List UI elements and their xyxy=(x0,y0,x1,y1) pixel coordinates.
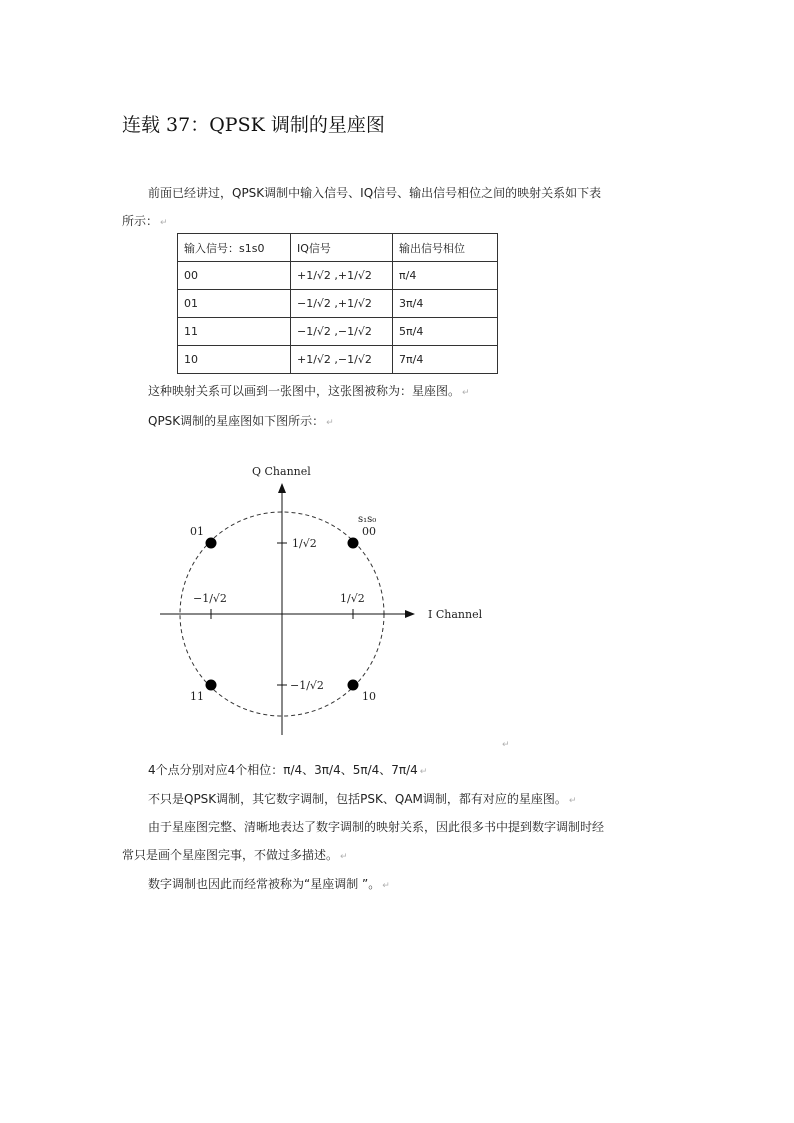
closing-line-3a: 由于星座图完整、清晰地表达了数字调制的映射关系，因此很多书中提到数字调制时经 xyxy=(148,820,605,834)
page-title: 连载 37：QPSK 调制的星座图 xyxy=(122,114,385,136)
paragraph-mark: ↵ xyxy=(160,218,168,228)
intro-line-2: 所示： ↵ xyxy=(122,214,168,228)
tick-label-neg-q: −1/√2 xyxy=(290,679,324,692)
point-label: 01 xyxy=(190,525,204,538)
table-cell-input: 00 xyxy=(178,262,291,290)
paragraph-mark: ↵ xyxy=(326,418,334,428)
constellation-point xyxy=(206,538,217,549)
table-cell-iq: −1/√2 ,−1/√2 xyxy=(291,318,393,346)
bits-label: s₁s₀ xyxy=(358,514,377,525)
closing-line-2: 不只是QPSK调制，其它数字调制，包括PSK、QAM调制，都有对应的星座图。 ↵ xyxy=(148,792,577,806)
paragraph-mark: ↵ xyxy=(382,881,390,891)
table-cell-iq: −1/√2 ,+1/√2 xyxy=(291,290,393,318)
constellation-point xyxy=(348,680,359,691)
q-axis-label: Q Channel xyxy=(252,465,311,478)
table-cell-input: 10 xyxy=(178,346,291,374)
table-header: IQ信号 xyxy=(291,234,393,262)
closing-line-4: 数字调制也因此而经常被称为“星座调制 ”。 ↵ xyxy=(148,877,390,891)
table-cell-input: 01 xyxy=(178,290,291,318)
point-label: 10 xyxy=(362,690,376,703)
table-cell-phase: 5π/4 xyxy=(393,318,498,346)
tick-label-neg-i: −1/√2 xyxy=(193,592,227,605)
point-label: 00 xyxy=(362,525,376,538)
table-cell-phase: 7π/4 xyxy=(393,346,498,374)
table-cell-phase: π/4 xyxy=(393,262,498,290)
i-axis-label: I Channel xyxy=(428,608,483,621)
constellation-point xyxy=(348,538,359,549)
table-cell-iq: +1/√2 ,+1/√2 xyxy=(291,262,393,290)
paragraph-mark: ↵ xyxy=(568,796,577,806)
table-header: 输出信号相位 xyxy=(393,234,498,262)
after-table-line-2: QPSK调制的星座图如下图所示： ↵ xyxy=(148,414,334,428)
tick-label-pos-i: 1/√2 xyxy=(340,592,365,605)
closing-line-1: 4个点分别对应4个相位：π/4、3π/4、5π/4、7π/4 ↵ xyxy=(148,763,428,777)
closing-line-3b: 常只是画个星座图完事，不做过多描述。 ↵ xyxy=(122,848,348,862)
table-header: 输入信号：s1s0 xyxy=(178,234,291,262)
paragraph-mark: ↵ xyxy=(502,740,510,750)
paragraph-mark: ↵ xyxy=(462,388,470,398)
tick-label-pos-q: 1/√2 xyxy=(292,537,317,550)
table-cell-iq: +1/√2 ,−1/√2 xyxy=(291,346,393,374)
paragraph-mark: ↵ xyxy=(419,767,428,777)
constellation-point xyxy=(206,680,217,691)
table-cell-phase: 3π/4 xyxy=(393,290,498,318)
point-label: 11 xyxy=(190,690,204,703)
table-cell-input: 11 xyxy=(178,318,291,346)
after-table-line-1: 这种映射关系可以画到一张图中，这张图被称为：星座图。 ↵ xyxy=(148,384,470,398)
intro-line-1: 前面已经讲过，QPSK调制中输入信号、IQ信号、输出信号相位之间的映射关系如下表 xyxy=(148,186,602,200)
paragraph-mark: ↵ xyxy=(340,852,348,862)
